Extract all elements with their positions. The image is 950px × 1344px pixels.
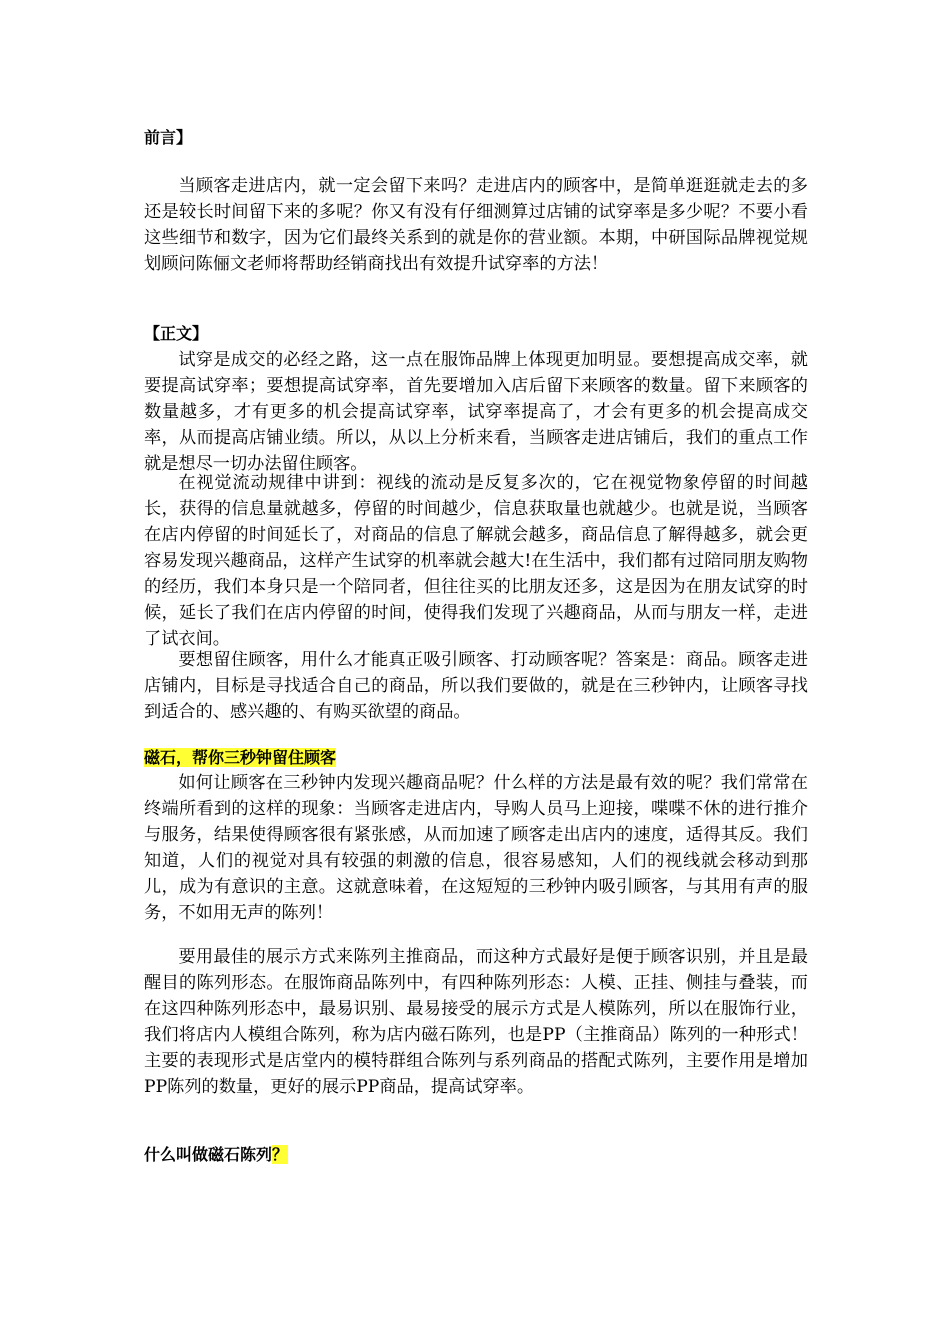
section2-heading-text: 什么叫做磁石陈列 [144,1145,273,1164]
body-paragraph-2: 在视觉流动规律中讲到：视线的流动是反复多次的，它在视觉物象停留的时间越长，获得的信息量就越多，停留的时间越少，信息获取量也就越少。也就是说，当顾客在店内停留的时间延长了，对商品的信息了解就会越多，商品信息了解得越多，就会更容易发现兴趣商品，这样产生试穿的机率就会越大!在生活中，我们都有过陪同朋友购物的经历，我们本身只是一个陪同者，但往往买的比朋友还多，这是因为在朋友试穿的时候，延长了我们在店内停留的时间，使得我们发现了兴趣商品，从而与朋友一样，走进了试衣间。 [144,473,808,649]
body-paragraph-3: 要想留住顾客，用什么才能真正吸引顾客、打动顾客呢？答案是：商品。顾客走进店铺内，目标是寻找适合自己的商品，所以我们要做的，就是在三秒钟内，让顾客寻找到适合的、感兴趣的、有购买欲望的商品。 [144,650,808,722]
section1-paragraph-2: 要用最佳的展示方式来陈列主推商品，而这种方式最好是便于顾客识别，并且是最醒目的陈列形态。在服饰商品陈列中，有四种陈列形态：人模、正挂、侧挂与叠装，而在这四种陈列形态中，最易识别、最易接受的展示方式是人模陈列，所以在服饰行业，我们将店内人模组合陈列，称为店内磁石陈列，也是PP（主推商品）陈列的一种形式！主要的表现形式是店堂内的模特群组合陈列与系列商品的搭配式陈列，主要作用是增加PP陈列的数量，更好的展示PP商品，提高试穿率。 [144,947,808,1097]
body-heading: 【正文】 [144,324,209,343]
preface-paragraph: 当顾客走进店内，就一定会留下来吗？走进店内的顾客中，是简单逛逛就走去的多还是较长时间留下来的多呢？你又有没有仔细测算过店铺的试穿率是多少呢？不要小看这些细节和数字，因为它们最终关系到的就是你的营业额。本期，中研国际品牌视觉规划顾问陈俪文老师将帮助经销商找出有效提升试穿率的方法！ [144,176,808,274]
section2-heading-mark: ？ [272,1145,289,1164]
section1-heading-text: 磁石，帮你三秒钟留住顾客 [144,748,337,767]
body-paragraph-1: 试穿是成交的必经之路，这一点在服饰品牌上体现更加明显。要想提高成交率，就要提高试穿率；要想提高试穿率，首先要增加入店后留下来顾客的数量。留下来顾客的数量越多，才有更多的机会提高试穿率，试穿率提高了，才会有更多的机会提高成交率，从而提高店铺业绩。所以，从以上分析来看，当顾客走进店铺后，我们的重点工作就是想尽一切办法留住顾客。 [144,350,808,474]
section1-heading [144,746,336,770]
preface-heading: 前言】 [144,128,193,147]
section1-paragraph-1: 如何让顾客在三秒钟内发现兴趣商品呢？什么样的方法是最有效的呢？我们常常在终端所看到的这样的现象：当顾客走进店内，导购人员马上迎接，喋喋不休的进行推介与服务，结果使得顾客很有紧张感，从而加速了顾客走出店内的速度，适得其反。我们知道，人们的视觉对具有较强的刺激的信息，很容易感知，人们的视线就会移动到那儿，成为有意识的主意。这就意味着，在这短短的三秒钟内吸引顾客，与其用有声的服务，不如用无声的陈列！ [144,773,808,923]
section2-heading [144,1143,288,1167]
